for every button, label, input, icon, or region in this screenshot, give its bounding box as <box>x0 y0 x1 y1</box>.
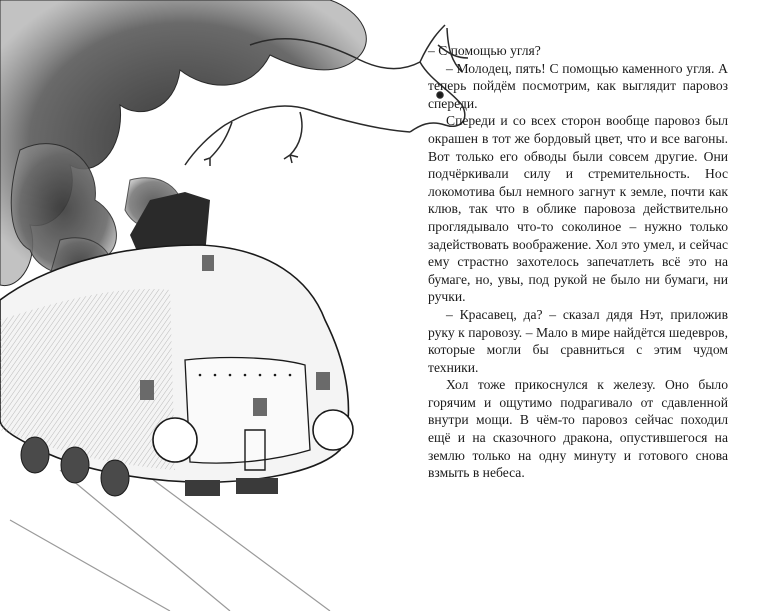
story-text <box>428 42 728 482</box>
paragraph: – С помощью угля? <box>428 43 541 58</box>
paragraph: Спереди и со всех сторон вообще паровоз был окрашен в тот же бордовый цвет, что и все вагоны. Вот только его обводы были совсем другие. Они подчёркивали силу и стремительность. Нос локомотива был немного загнут к земле, почти как клюв, так что в облике паровоза действительно проглядывало что-то соколиное – нужно только задействовать воображение. Хол это умел, и сейчас ему страстно захотелось запечатлеть всё это на бумаге, но, увы, под рукой не было ни бумаги, ни ручки. <box>428 113 728 305</box>
paragraph: Хол тоже прикоснулся к железу. Оно было горячим и ощутимо подрагивало от сдавленной внутри мощи. В чём-то паровоз сейчас походил ещё и на сказочного дракона, опустившегося на землю только на одну минуту и готового снова взмыть в небеса. <box>428 377 728 481</box>
paragraph: – Молодец, пять! С помощью каменного угля. А теперь пойдём посмотрим, как выглядит паровоз спереди. <box>428 60 728 111</box>
paragraph: – Красавец, да? – сказал дядя Нэт, приложив руку к паровозу. – Мало в мире найдётся шедевров, которые могли бы сравниться с этим чудом техники. <box>428 306 728 375</box>
